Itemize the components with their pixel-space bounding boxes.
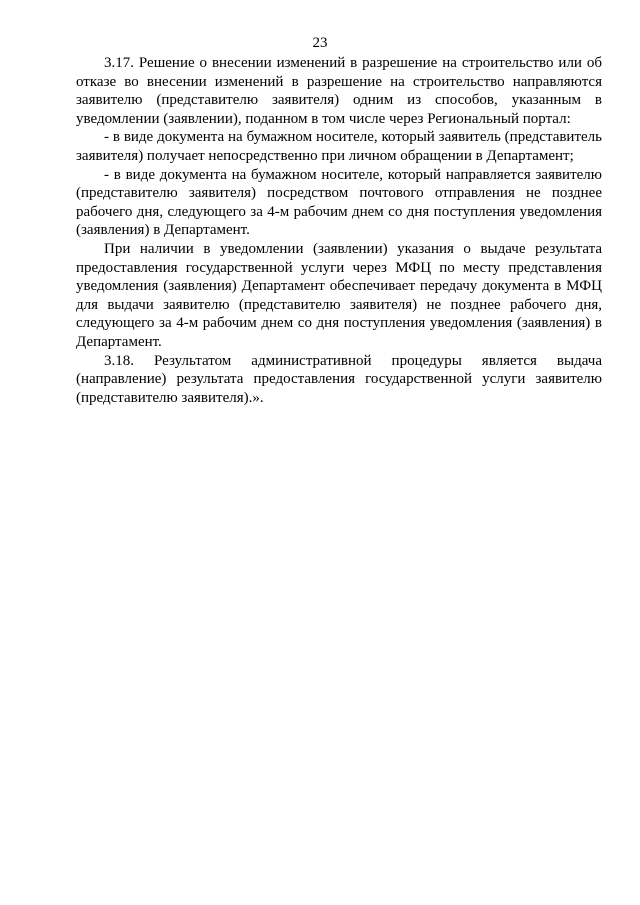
paragraph-3-18: 3.18. Результатом административной процедуры является выдача (направление) результата предоставления государственной услуги заявителю (представителю заявителя).». (76, 352, 602, 406)
paragraph-3-17: 3.17. Решение о внесении изменений в разрешение на строительство или об отказе во внесении изменений в разрешение на строительство направляются заявителю (представителю заявителя) одним из способов, указанным в уведомлении (заявлении), поданном в том числе через Региональный портал: (76, 55, 602, 127)
paragraph-mfc-delivery: При наличии в уведомлении (заявлении) указания о выдаче результата предоставления государственной услуги через МФЦ по месту представления уведомления (заявления) Департамент обеспечивает передачу документа в МФЦ для выдачи заявителю (представителю заявителя) не позднее рабочего дня, следующего за 4-м рабочим днем со дня поступления уведомления (заявления) в Департамент. (76, 240, 602, 350)
page-number: 23 (312, 35, 328, 51)
document-body (76, 54, 602, 407)
list-item-personal-pickup: - в виде документа на бумажном носителе, который заявитель (представитель заявителя) получает непосредственно при личном обращении в Департамент; (76, 129, 602, 164)
list-item-postal-delivery: - в виде документа на бумажном носителе, который направляется заявителю (представителю заявителя) посредством почтового отправления не позднее рабочего дня, следующего за 4-м рабочим днем со дня поступления уведомления (заявления) в Департамент. (76, 166, 602, 239)
